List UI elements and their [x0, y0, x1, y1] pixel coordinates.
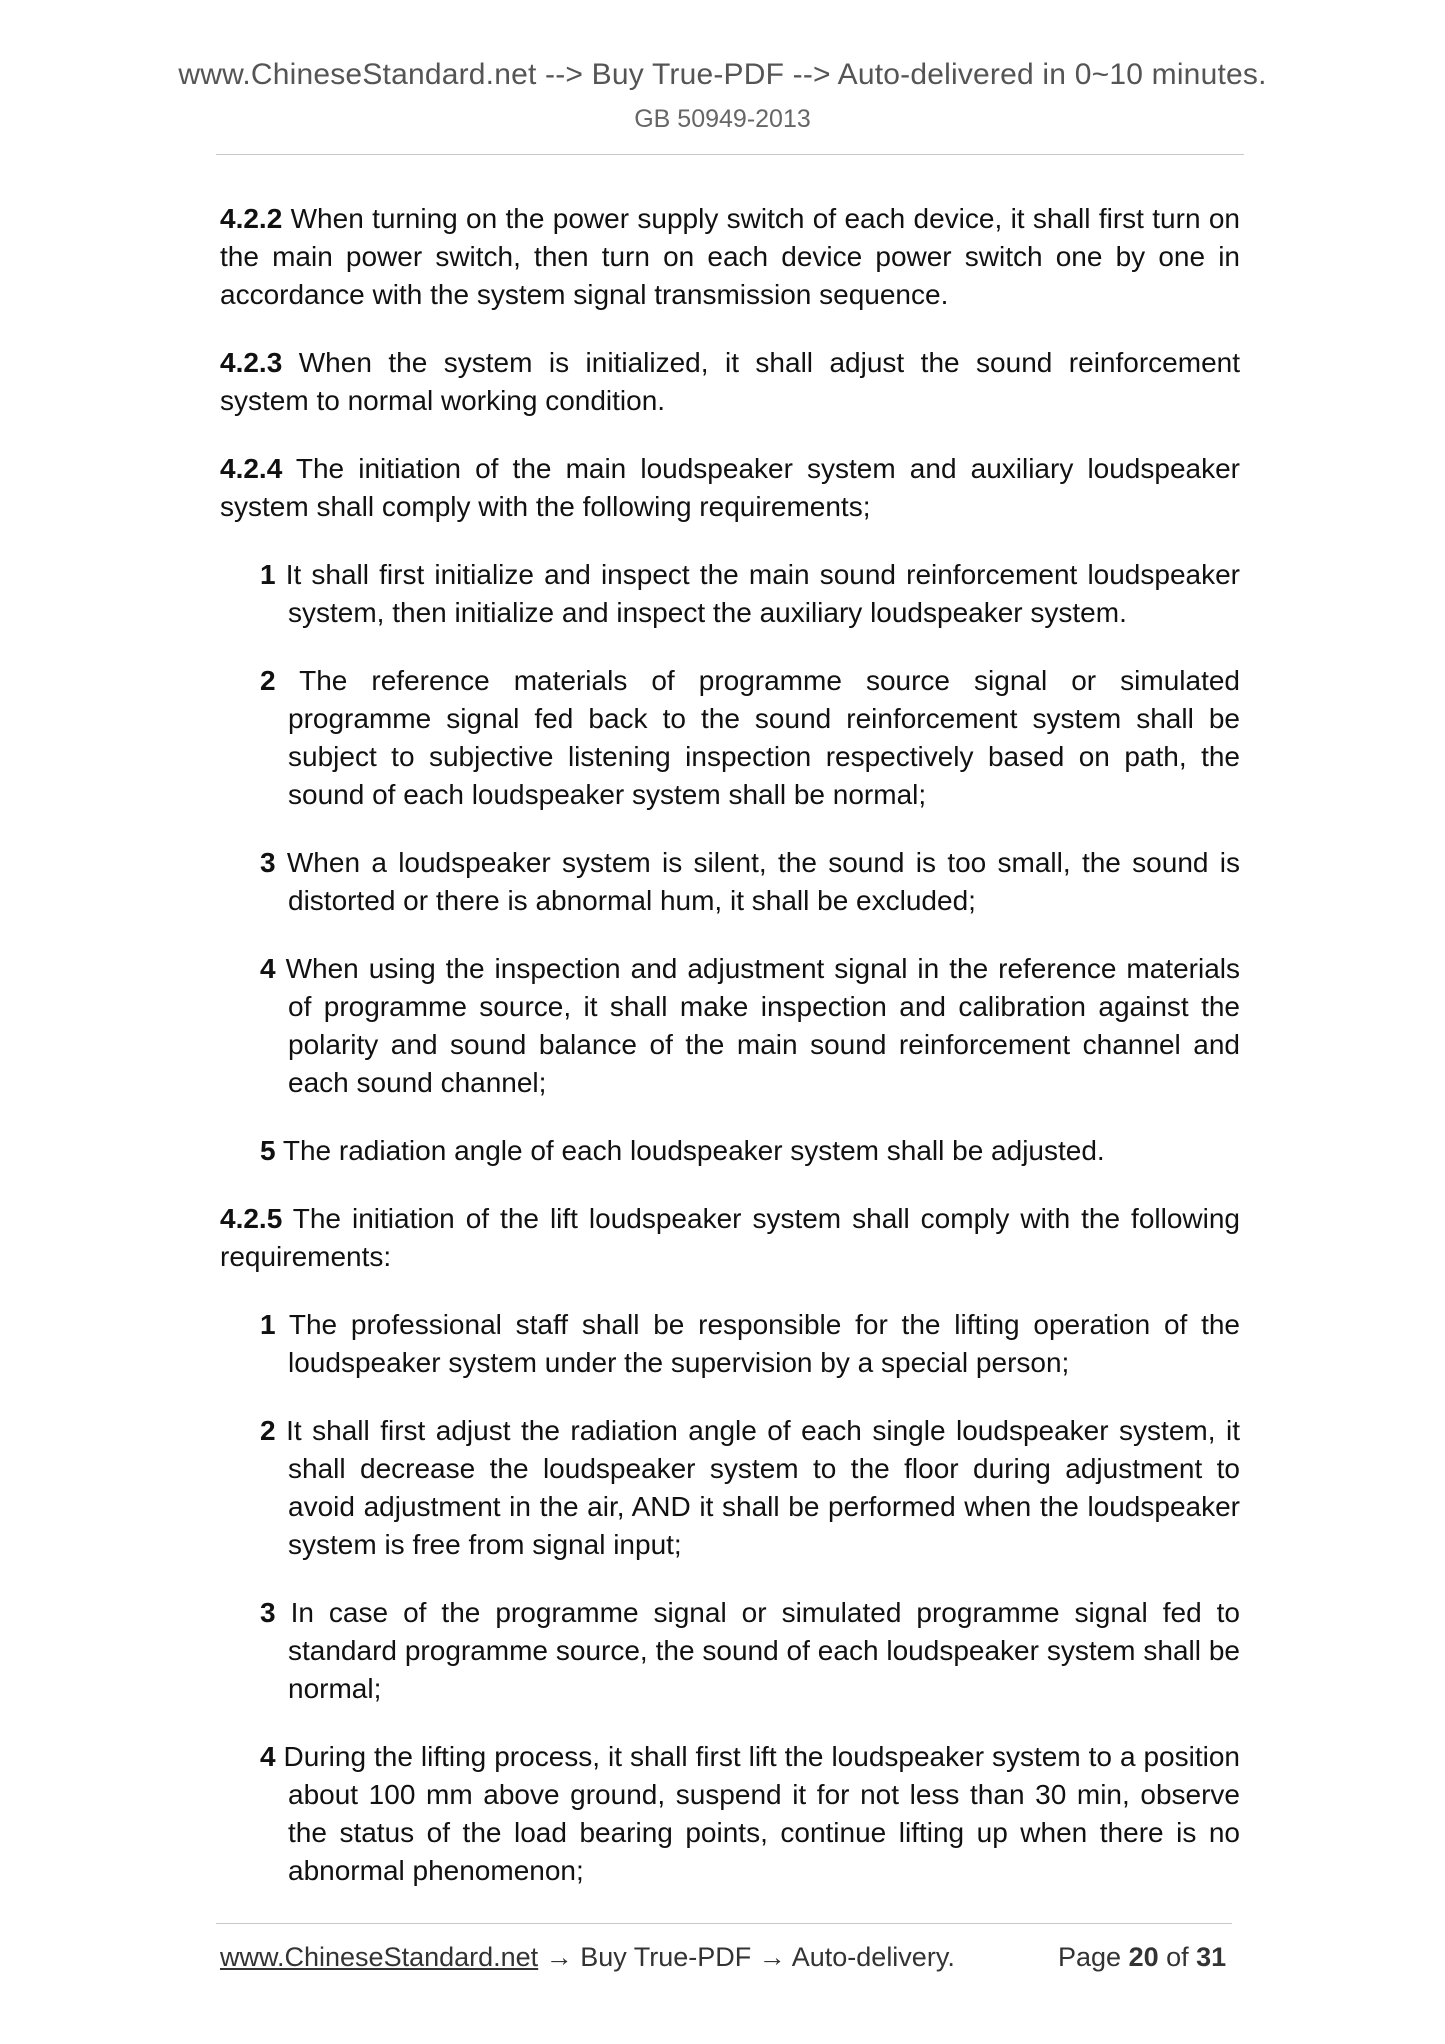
item-text: It shall first adjust the radiation angle of each single loudspeaker system, it shall decrease the loudspeaker system to the floor during adjustment to avoid adjustment in the air, AND it shall be performed when the loudspeaker system is free from signal input; — [275, 1415, 1240, 1560]
footer-promo — [220, 1942, 955, 1973]
footer-promo-text: → Buy True-PDF → Auto-delivery. — [538, 1942, 955, 1972]
website-link[interactable]: www.ChineseStandard.net — [220, 1942, 539, 1972]
item-text: The reference materials of programme source signal or simulated programme signal fed back to the sound reinforcement system shall be subject to subjective listening inspection respectively based on path, the sound of each loudspeaker system shall be normal; — [275, 665, 1240, 810]
header-banner: www.ChineseStandard.net --> Buy True-PDF --> Auto-delivered in 0~10 minutes. — [178, 58, 1267, 91]
document-body — [220, 200, 1240, 1920]
footer-divider — [216, 1923, 1232, 1924]
clause-4-2-3 — [220, 344, 1240, 420]
item-text: It shall first initialize and inspect the main sound reinforcement loudspeaker system, then initialize and inspect the auxiliary loudspeaker system. — [275, 559, 1240, 628]
clause-text: The initiation of the main loudspeaker system and auxiliary loudspeaker system shall comply with the following requirements; — [220, 453, 1240, 522]
item-text: During the lifting process, it shall first lift the loudspeaker system to a position about 100 mm above ground, suspend it for not less than 30 min, observe the status of the load bearing points, continue lifting up when there is no abnormal phenomenon; — [275, 1741, 1240, 1886]
clause-4-2-4 — [220, 450, 1240, 526]
item-number: 3 — [260, 1597, 276, 1628]
item-number: 3 — [260, 847, 276, 878]
item-number: 5 — [260, 1135, 276, 1166]
list-item — [260, 950, 1240, 1102]
page-indicator — [1058, 1942, 1226, 1973]
item-number: 4 — [260, 953, 276, 984]
list-item — [260, 844, 1240, 920]
clause-number: 4.2.5 — [220, 1203, 283, 1234]
page-label: Page — [1058, 1942, 1129, 1972]
page-total: 31 — [1196, 1942, 1227, 1972]
item-number: 2 — [260, 665, 276, 696]
list-item — [260, 556, 1240, 632]
item-number: 4 — [260, 1741, 276, 1772]
clause-text: When the system is initialized, it shall adjust the sound reinforcement system to normal working condition. — [220, 347, 1240, 416]
clause-4-2-5 — [220, 1200, 1240, 1276]
list-item — [260, 1412, 1240, 1564]
clause-text: When turning on the power supply switch of each device, it shall first turn on the main power switch, then turn on each device power switch one by one in accordance with the system signal transmission sequence. — [220, 203, 1240, 310]
list-item — [260, 1738, 1240, 1890]
item-text: When using the inspection and adjustment signal in the reference materials of programme source, it shall make inspection and calibration against the polarity and sound balance of the main sound reinforcement channel and each sound channel; — [275, 953, 1240, 1098]
clause-number: 4.2.4 — [220, 453, 283, 484]
list-item — [260, 1132, 1240, 1170]
of-label: of — [1158, 1942, 1197, 1972]
item-text: When a loudspeaker system is silent, the sound is too small, the sound is distorted or there is abnormal hum, it shall be excluded; — [275, 847, 1240, 916]
item-number: 1 — [260, 559, 276, 590]
item-text: In case of the programme signal or simulated programme signal fed to standard programme source, the sound of each loudspeaker system shall be normal; — [275, 1597, 1240, 1704]
clause-number: 4.2.3 — [220, 347, 283, 378]
item-number: 2 — [260, 1415, 276, 1446]
clause-text: The initiation of the lift loudspeaker system shall comply with the following requirements: — [220, 1203, 1240, 1272]
page-number: 20 — [1128, 1942, 1159, 1972]
clause-number: 4.2.2 — [220, 203, 283, 234]
item-number: 1 — [260, 1309, 276, 1340]
item-text: The professional staff shall be responsible for the lifting operation of the loudspeaker system under the supervision by a special person; — [275, 1309, 1240, 1378]
list-item — [260, 662, 1240, 814]
header-divider — [216, 154, 1244, 155]
list-item — [260, 1594, 1240, 1708]
clause-4-2-2 — [220, 200, 1240, 314]
standard-number: GB 50949-2013 — [634, 105, 811, 133]
list-item — [260, 1306, 1240, 1382]
item-text: The radiation angle of each loudspeaker system shall be adjusted. — [275, 1135, 1105, 1166]
